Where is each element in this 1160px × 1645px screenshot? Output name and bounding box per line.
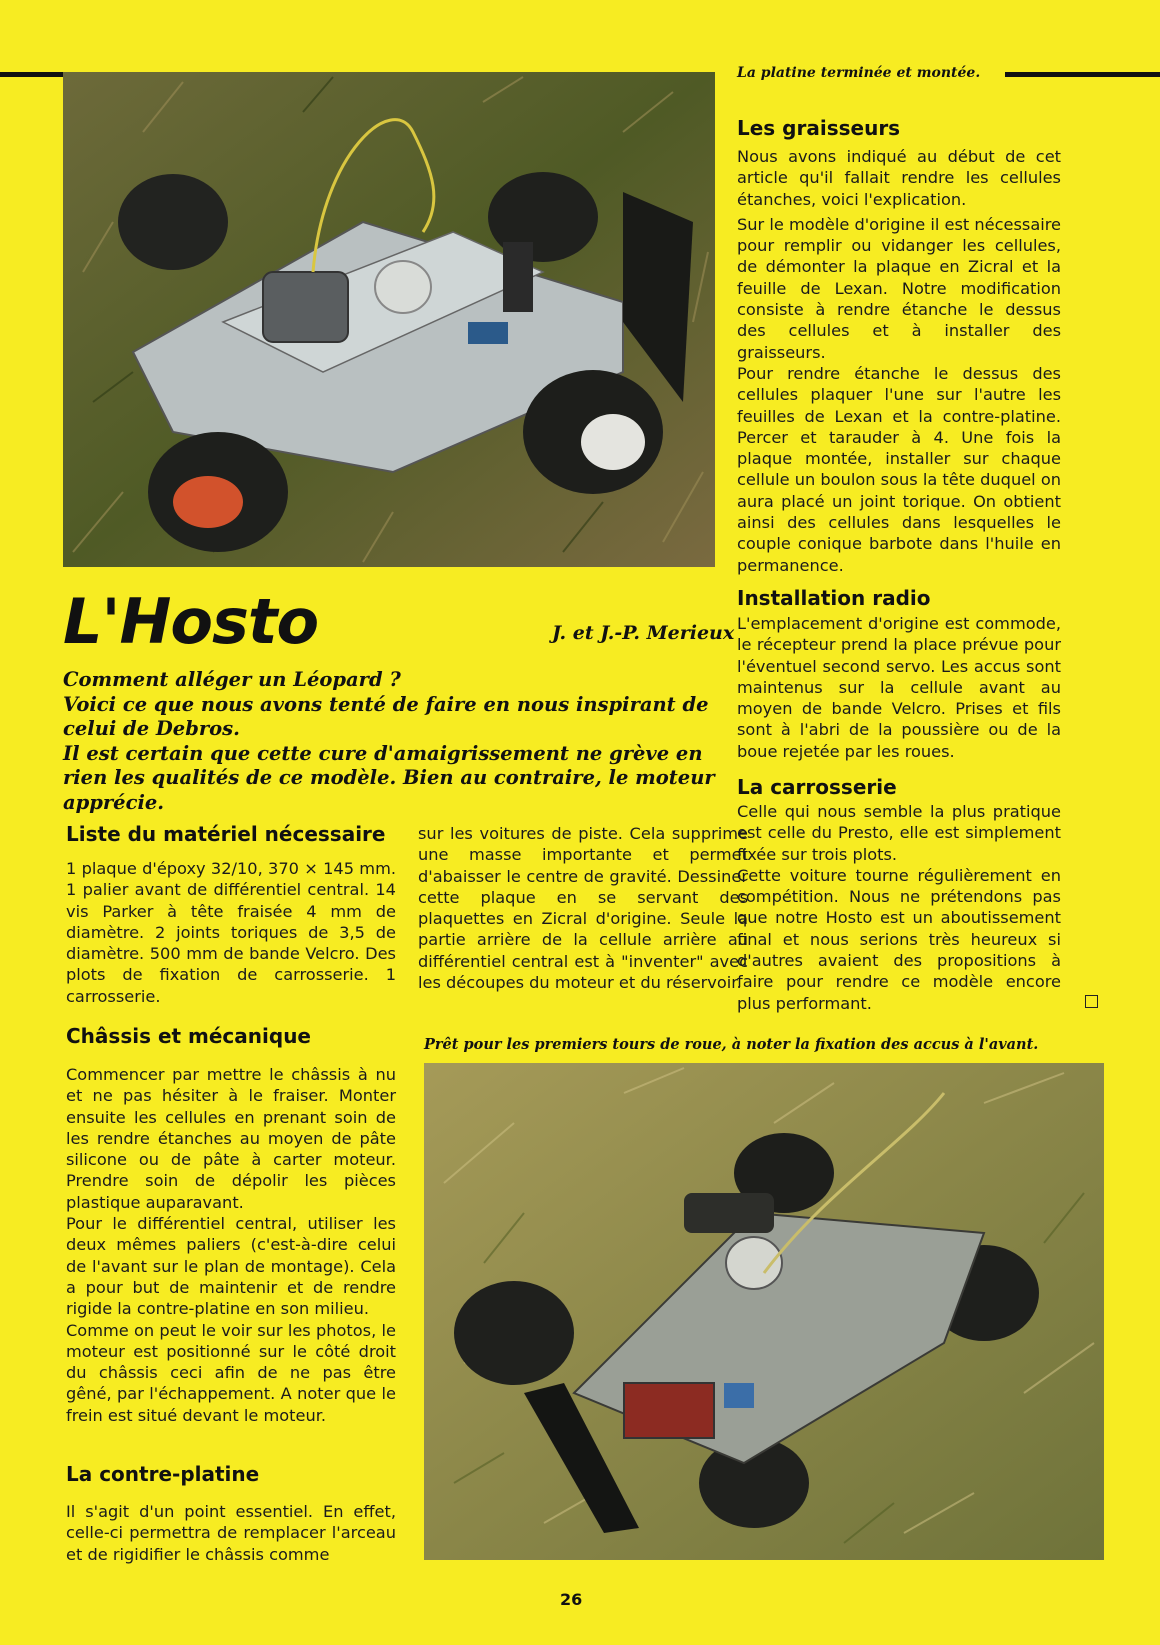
graisseurs-paragraph-3: Pour rendre étanche le dessus des cellules plaquer l'une sur l'autre les feuilles de Lexan et la contre-platine. Percer et tarauder à 4. Une fois la plaque montée, installer sur chaque cellule un boulon sous la tête duquel on aura placé un joint torique. On obtient ainsi des cellules dans lesquelles le couple conique barbote dans l'huile en permanence. bbox=[737, 363, 1061, 575]
bottom-photo bbox=[424, 1063, 1104, 1560]
top-rule-right bbox=[1005, 72, 1160, 77]
graisseurs-text bbox=[737, 146, 1061, 576]
radio-text bbox=[737, 613, 1061, 762]
top-photo-caption: La platine terminée et montée. bbox=[737, 65, 981, 81]
chassis-paragraph-3: Comme on peut le voir sur les photos, le moteur est positionné sur le côté droit du châssis ceci afin de ne pas être gêné, par l'échappement. A noter que le frein est situé devant le moteur. bbox=[66, 1320, 396, 1425]
top-photo bbox=[63, 72, 715, 567]
carrosserie-text bbox=[737, 801, 1061, 1014]
heading-installation-radio: Installation radio bbox=[737, 586, 931, 610]
carrosserie-paragraph-2: Cette voiture tourne régulièrement en compétition. Nous ne prétendons pas que notre Hosto est un aboutissement final et nous serions très heureux si d'autres avaient des propositions à faire pour rendre ce modèle encore plus performant. bbox=[737, 865, 1061, 1013]
heading-carrosserie: La carrosserie bbox=[737, 775, 897, 799]
top-rule-left bbox=[0, 72, 66, 77]
heading-contre-platine: La contre-platine bbox=[66, 1462, 260, 1486]
middle-column-text bbox=[418, 823, 748, 993]
page-number: 26 bbox=[560, 1590, 583, 1609]
radio-paragraph-1: L'emplacement d'origine est commode, le récepteur prend la place prévue pour l'éventuel second servo. Les accus sont maintenus sur la cellule avant au moyen de bande Velcro. Prises et fils sont à l'abri de la poussière ou de la boue rejetée par les roues. bbox=[737, 614, 1061, 761]
article-intro bbox=[63, 668, 753, 815]
intro-line-3: Il est certain que cette cure d'amaigrissement ne grève en rien les qualités de ce modèle. Bien au contraire, le moteur apprécie. bbox=[63, 741, 715, 814]
article-authors: J. et J.-P. Merieux bbox=[552, 622, 735, 644]
intro-line-2: Voici ce que nous avons tenté de faire en nous inspirant de celui de Debros. bbox=[63, 692, 709, 740]
graisseurs-paragraph-2: Sur le modèle d'origine il est nécessaire pour remplir ou vidanger les cellules, de démonter la plaque en Zicral et la feuille de Lexan. Notre modification consiste à rendre étanche le dessus des cellules et à installer des graisseurs. bbox=[737, 214, 1062, 362]
heading-liste-materiel: Liste du matériel nécessaire bbox=[66, 822, 386, 846]
contre-platine-text bbox=[66, 1501, 396, 1565]
heading-graisseurs: Les graisseurs bbox=[737, 116, 901, 140]
graisseurs-paragraph-1: Nous avons indiqué au début de cet article qu'il fallait rendre les cellules étanches, voici l'explication. bbox=[737, 147, 1061, 209]
materiel-paragraph-1: 1 plaque d'époxy 32/10, 370 × 145 mm. 1 palier avant de différentiel central. 14 vis Parker à tête fraisée 4 mm de diamètre. 2 joints toriques de 3,5 de diamètre. 500 mm de bande Velcro. Des plots de fixation de carrosserie. 1 carrosserie. bbox=[66, 859, 396, 1006]
heading-chassis-mecanique: Châssis et mécanique bbox=[66, 1024, 311, 1048]
intro-line-1: Comment alléger un Léopard ? bbox=[63, 668, 401, 691]
chassis-text bbox=[66, 1064, 396, 1426]
materiel-text bbox=[66, 858, 396, 1007]
bottom-photo-caption: Prêt pour les premiers tours de roue, à noter la fixation des accus à l'avant. bbox=[424, 1036, 1039, 1053]
article-title: L'Hosto bbox=[63, 585, 319, 658]
end-of-article-box-icon bbox=[1085, 995, 1098, 1008]
carrosserie-paragraph-1: Celle qui nous semble la plus pratique est celle du Presto, elle est simplement fixée sur trois plots. bbox=[737, 802, 1061, 864]
chassis-paragraph-1: Commencer par mettre le châssis à nu et ne pas hésiter à le fraiser. Monter ensuite les cellules en prenant soin de les rendre étanches au moyen de pâte silicone ou de pâte à carter moteur. Prendre soin de dépolir les pièces plastique auparavant. bbox=[66, 1065, 396, 1212]
contre-platine-paragraph-1: Il s'agit d'un point essentiel. En effet, celle-ci permettra de remplacer l'arceau et de rigidifier le châssis comme bbox=[66, 1502, 396, 1564]
chassis-paragraph-2: Pour le différentiel central, utiliser les deux mêmes paliers (c'est-à-dire celui de l'avant sur le plan de montage). Cela a pour but de maintenir et de rendre rigide la contre-platine en son milieu. bbox=[66, 1214, 396, 1319]
middle-paragraph-1: sur les voitures de piste. Cela supprime une masse importante et permet d'abaisser le centre de gravité. Dessiner cette plaque en se servant des plaquettes en Zicral d'origine. Seule la partie arrière de la cellule arrière au différentiel central est à "inventer" avec les découpes du moteur et du réservoir. bbox=[418, 824, 748, 993]
